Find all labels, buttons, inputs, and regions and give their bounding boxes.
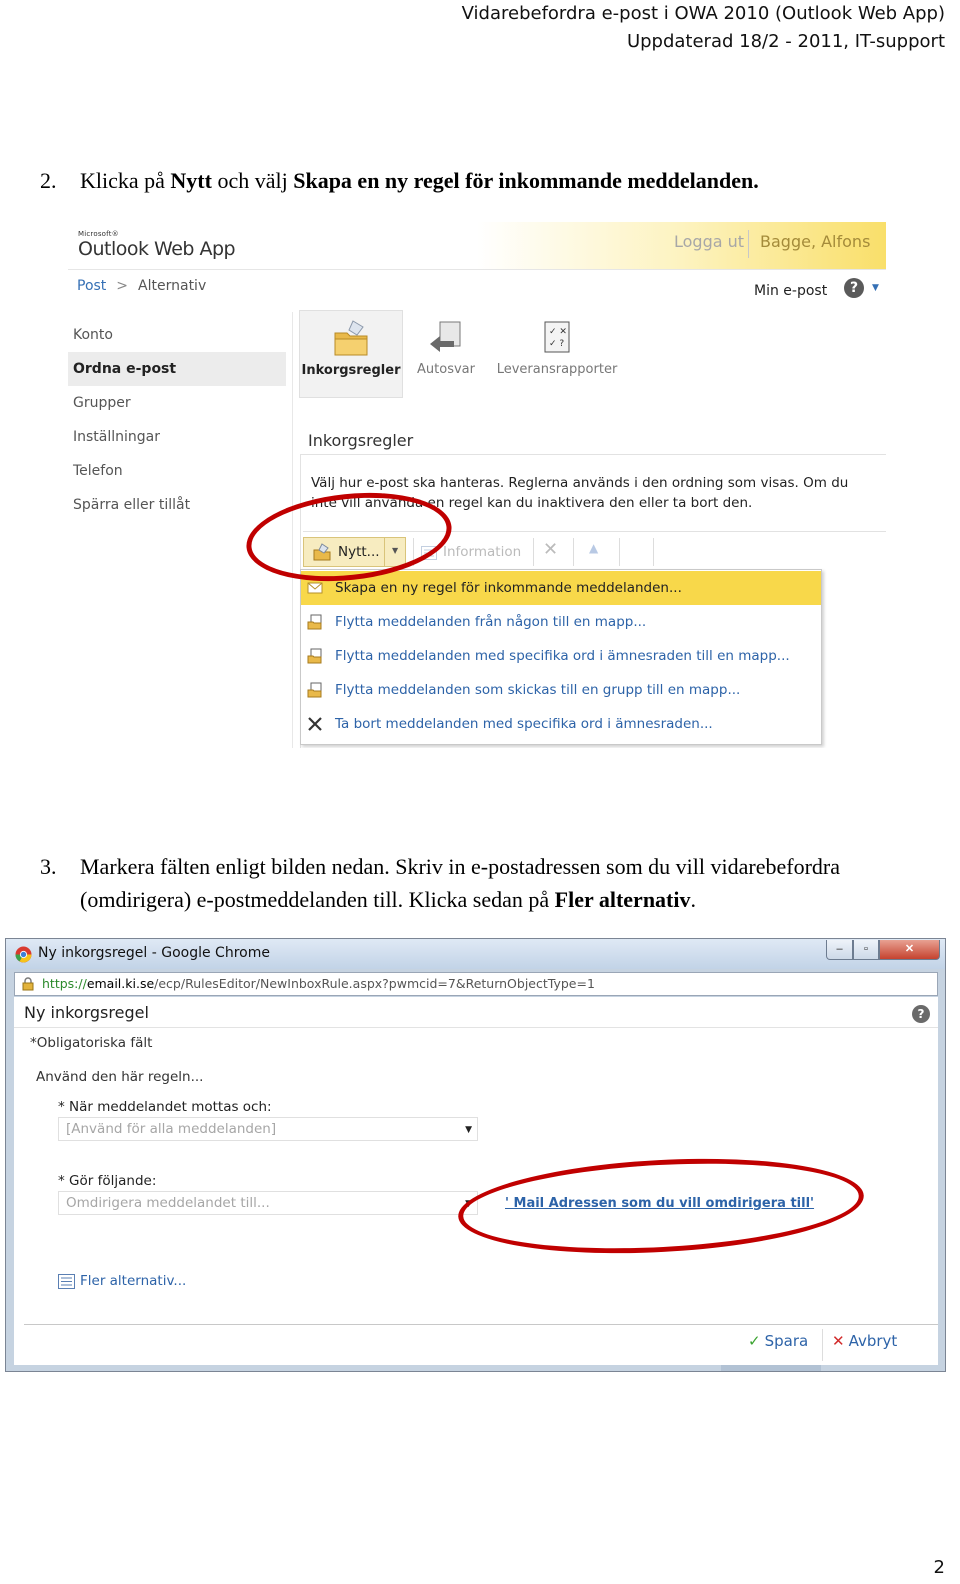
breadcrumb-options: Alternativ xyxy=(138,278,207,294)
move-to-folder-icon xyxy=(307,614,323,630)
step-3-bold-more-options: Fler alternativ xyxy=(554,887,691,912)
move-up-icon[interactable]: ▲ xyxy=(589,541,599,555)
tab-delivery-reports[interactable] xyxy=(496,310,618,398)
step-2-mid: och välj xyxy=(211,168,294,193)
cancel-x-icon: ✕ xyxy=(832,1332,845,1350)
delivery-report-icon xyxy=(537,316,577,360)
step-3 xyxy=(0,850,960,916)
logout-link[interactable]: Logga ut xyxy=(674,232,745,251)
menu-item-create-new-rule[interactable] xyxy=(301,571,821,605)
cancel-label: Avbryt xyxy=(848,1332,898,1350)
menu-item-label: Skapa en ny regel för inkommande meddelanden... xyxy=(335,580,682,596)
address-bar[interactable] xyxy=(14,972,938,996)
envelope-icon xyxy=(307,580,323,596)
checkmark-icon: ✓ xyxy=(748,1332,761,1350)
tab-auto-reply[interactable] xyxy=(414,310,478,398)
sidebar-item-groups[interactable]: Grupper xyxy=(73,395,131,411)
step-2-pre: Klicka på xyxy=(80,168,171,193)
menu-item-move-from-sender[interactable] xyxy=(301,605,821,639)
condition-label: * När meddelandet mottas och: xyxy=(58,1099,272,1115)
url-host: email.ki.se xyxy=(86,976,155,991)
menu-item-delete-subject-words[interactable] xyxy=(301,707,821,741)
window-controls xyxy=(826,940,940,960)
step-3-line-2-pre: (omdirigera) e-postmeddelanden till. Klicka sedan på xyxy=(80,887,555,912)
breadcrumb xyxy=(77,278,206,294)
user-name[interactable]: Bagge, Alfons xyxy=(760,232,871,251)
tab-delivery-reports-label: Leveransrapporter xyxy=(496,362,618,377)
more-options-link[interactable]: Fler alternativ... xyxy=(80,1273,187,1289)
url-path: /ecp/RulesEditor/NewInboxRule.aspx?pwmcid=7&ReturnObjectType=1 xyxy=(154,976,595,991)
apply-rule-heading: Använd den här regeln... xyxy=(36,1069,204,1085)
sidebar-item-organize-email[interactable]: Ordna e-post xyxy=(68,352,286,386)
auto-reply-icon xyxy=(426,316,466,360)
tab-inbox-rules-label: Inkorgsregler xyxy=(301,363,401,378)
maximize-button[interactable]: ▫ xyxy=(853,940,879,960)
help-dropdown-icon[interactable]: ▼ xyxy=(872,283,879,293)
action-select[interactable] xyxy=(58,1191,478,1215)
more-options-icon xyxy=(58,1274,75,1289)
sidebar-item-account[interactable]: Konto xyxy=(73,327,113,343)
menu-item-label: Flytta meddelanden som skickas till en grupp till en mapp... xyxy=(335,682,741,698)
sidebar-item-settings[interactable]: Inställningar xyxy=(73,429,161,445)
svg-text:✓ ✕: ✓ ✕ xyxy=(549,327,567,337)
step-2-number: 2. xyxy=(40,168,57,193)
step-3-number: 3. xyxy=(40,854,57,879)
tab-inbox-rules[interactable] xyxy=(299,310,403,398)
page-number: 2 xyxy=(933,1557,945,1578)
svg-text:✓ ?: ✓ ? xyxy=(549,339,565,349)
sidebar-item-block-allow[interactable]: Spärra eller tillåt xyxy=(73,497,191,513)
save-label: Spara xyxy=(764,1332,809,1350)
header-title: Vidarebefordra e-post i OWA 2010 (Outlook Web App) xyxy=(461,3,945,24)
title-divider xyxy=(14,1027,938,1028)
rules-description: Välj hur e-post ska hanteras. Reglerna används i den ordning som visas. Om du inte vill använda en regel kan du inaktivera den eller ta bort den. xyxy=(311,475,849,511)
step-2-bold-new: Nytt xyxy=(170,168,212,193)
window-titlebar xyxy=(6,939,945,969)
redirect-address-link[interactable]: ' Mail Adressen som du vill omdirigera till' xyxy=(505,1196,815,1211)
step-2-text xyxy=(80,164,759,197)
close-button[interactable]: ✕ xyxy=(879,940,940,960)
menu-item-move-sent-to-group[interactable] xyxy=(301,673,821,707)
toolbar-separator xyxy=(619,538,620,566)
options-sidebar xyxy=(68,318,286,522)
minimize-button[interactable]: – xyxy=(826,940,853,960)
breadcrumb-mail[interactable]: Post xyxy=(77,278,107,294)
required-fields-note: *Obligatoriska fält xyxy=(30,1035,153,1051)
toolbar-separator xyxy=(653,538,654,566)
button-separator xyxy=(822,1329,823,1361)
chevron-down-icon: ▼ xyxy=(465,1199,472,1209)
details-button[interactable]: Information xyxy=(443,544,522,560)
dialog-title: Ny inkorgsregel xyxy=(24,1003,149,1022)
owa-logo xyxy=(78,230,235,260)
owa-screenshot xyxy=(68,222,886,748)
tab-auto-reply-label: Autosvar xyxy=(417,362,475,377)
delete-icon[interactable]: ✕ xyxy=(543,539,559,560)
move-to-folder-icon xyxy=(307,682,323,698)
chevron-down-icon: ▼ xyxy=(465,1125,472,1135)
folder-rules-icon xyxy=(329,317,373,361)
url-text xyxy=(42,976,595,991)
url-scheme: https:// xyxy=(42,976,87,991)
menu-item-label: Flytta meddelanden med specifika ord i ämnesraden till en mapp... xyxy=(335,648,790,664)
new-rule-label: Nytt... xyxy=(338,544,380,560)
step-3-line-1: Markera fälten enligt bilden nedan. Skriv in e-postadressen som du vill vidarebefordra xyxy=(80,854,840,879)
condition-select-value: [Använd för alla meddelanden] xyxy=(66,1121,277,1137)
resize-grip[interactable] xyxy=(721,1365,821,1371)
topbar-separator xyxy=(748,230,749,258)
new-rule-menu xyxy=(300,569,822,745)
inbox-rules-title: Inkorgsregler xyxy=(308,431,414,450)
menu-item-label: Flytta meddelanden från någon till en mapp... xyxy=(335,614,647,630)
step-3-line-2-post: . xyxy=(690,887,696,912)
window-title: Ny inkorgsregel - Google Chrome xyxy=(38,945,270,961)
delete-icon xyxy=(307,716,323,732)
condition-select[interactable] xyxy=(58,1117,478,1141)
header-updated: Uppdaterad 18/2 - 2011, IT-support xyxy=(626,31,945,52)
owa-logo-microsoft: Microsoft® xyxy=(78,230,119,238)
step-2-bold-rule: Skapa en ny regel för inkommande meddelanden. xyxy=(293,168,759,193)
move-to-folder-icon xyxy=(307,648,323,664)
toolbar-separator xyxy=(573,538,574,566)
step-3-line-2 xyxy=(80,883,696,916)
menu-item-move-subject-words[interactable] xyxy=(301,639,821,673)
help-icon[interactable]: ? xyxy=(912,1005,930,1023)
action-label: * Gör följande: xyxy=(58,1173,157,1189)
lock-icon xyxy=(22,977,34,991)
dropdown-arrow-icon: ▼ xyxy=(392,546,399,555)
my-mail-link[interactable]: Min e-post xyxy=(754,283,828,299)
sidebar-item-phone[interactable]: Telefon xyxy=(73,463,123,479)
breadcrumb-arrow-icon: > xyxy=(116,278,129,294)
chrome-logo-icon xyxy=(15,946,32,963)
action-select-value: Omdirigera meddelandet till... xyxy=(66,1195,270,1211)
help-icon[interactable]: ? xyxy=(844,278,864,298)
menu-item-label: Ta bort meddelanden med specifika ord i ämnesraden... xyxy=(335,716,713,732)
toolbar-separator xyxy=(533,538,534,566)
owa-logo-app: Outlook Web App xyxy=(78,238,236,260)
chrome-window xyxy=(5,938,946,1372)
save-button[interactable] xyxy=(748,1332,808,1350)
footer-divider xyxy=(24,1324,938,1325)
cancel-button[interactable] xyxy=(832,1332,897,1350)
